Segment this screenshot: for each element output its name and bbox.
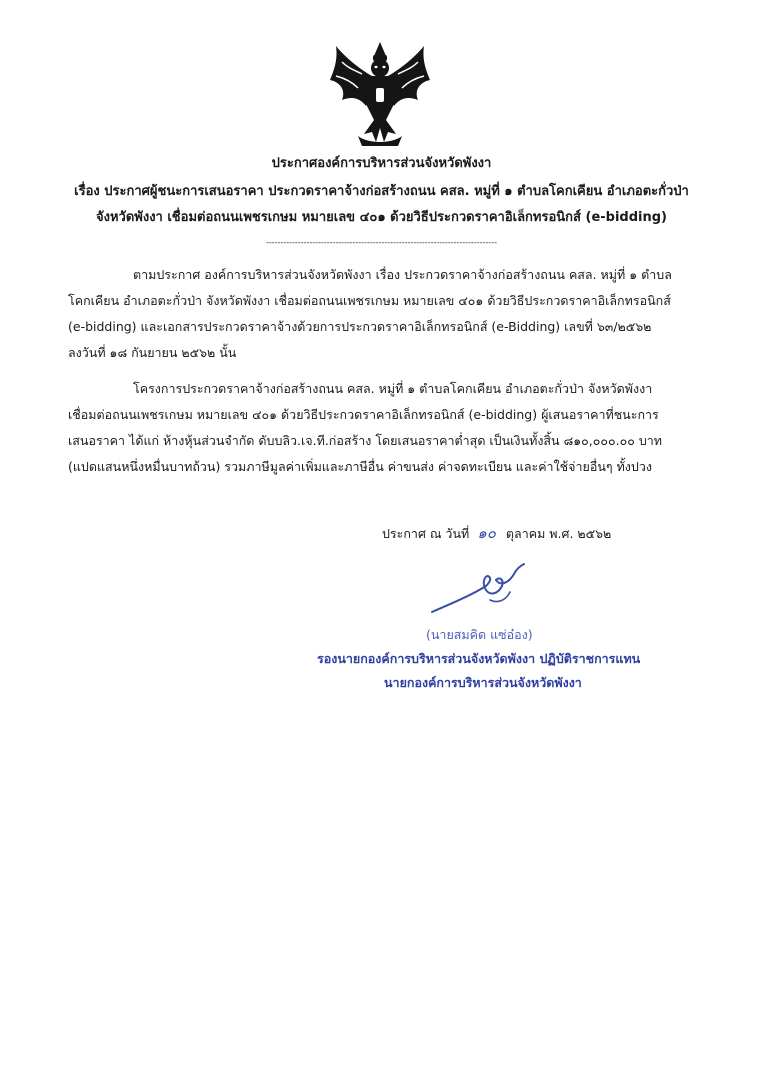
subject-line-2: จังหวัดพังงา เชื่อมต่อถนนเพชรเกษม หมายเลข ๔๐๑ ด้วยวิธีประกวดราคาอิเล็กทรอนิกส์ (e-bidding) [96, 210, 667, 225]
announcement-day: ๑๐ [477, 524, 496, 542]
announcement-month-year: ตุลาคม พ.ศ. ๒๕๖๒ [505, 526, 612, 541]
announcement-date [382, 521, 611, 545]
subject-line-1: เรื่อง ประกาศผู้ชนะการเสนอราคา ประกวดราคาจ้างก่อสร้างถนน คสล. หมู่ที่ ๑ ตำบลโคกเคียน อำเภอตะกั่วป่า [74, 184, 689, 199]
handwritten-signature [430, 560, 540, 620]
garuda-emblem [328, 40, 432, 148]
signer-name: (นายสมคิด แซ่อ๋อง) [426, 627, 533, 642]
paragraph-1-line-1: ตามประกาศ องค์การบริหารส่วนจังหวัดพังงา เรื่อง ประกวดราคาจ้างก่อสร้างถนน คสล. หมู่ที่ ๑ ตำบล [133, 267, 672, 282]
paragraph-1-line-2: โคกเคียน อำเภอตะกั่วป่า จังหวัดพังงา เชื่อมต่อถนนเพชรเกษม หมายเลข ๔๐๑ ด้วยวิธีประกวดราคาอิเล็กทรอนิกส์ [68, 293, 671, 308]
organization-title: ประกาศองค์การบริหารส่วนจังหวัดพังงา [271, 156, 492, 171]
paragraph-2-line-2: เชื่อมต่อถนนเพชรเกษม หมายเลข ๔๐๑ ด้วยวิธีประกวดราคาอิเล็กทรอนิกส์ (e-bidding) ผู้เสนอราคาที่ชนะการ [68, 407, 659, 422]
signer-role-line-1: รองนายกองค์การบริหารส่วนจังหวัดพังงา ปฏิบัติราชการแทน [317, 651, 641, 666]
paragraph-2-line-1: โครงการประกวดราคาจ้างก่อสร้างถนน คสล. หมู่ที่ ๑ ตำบลโคกเคียน อำเภอตะกั่วป่า จังหวัดพังงา [133, 381, 653, 396]
signer-role-line-2: นายกองค์การบริหารส่วนจังหวัดพังงา [384, 675, 582, 690]
paragraph-1-line-4: ลงวันที่ ๑๘ กันยายน ๒๕๖๒ นั้น [68, 345, 237, 360]
paragraph-2-line-3: เสนอราคา ได้แก่ ห้างหุ้นส่วนจำกัด ดับบลิว.เจ.ที.ก่อสร้าง โดยเสนอราคาต่ำสุด เป็นเงินทั้งสิ้น ๘๑๐,๐๐๐.๐๐ บาท [68, 433, 663, 448]
paragraph-2-line-4: (แปดแสนหนึ่งหมื่นบาทถ้วน) รวมภาษีมูลค่าเพิ่มและภาษีอื่น ค่าขนส่ง ค่าจดทะเบียน และค่าใช้จ่ายอื่นๆ ทั้งปวง [68, 459, 652, 474]
divider-line: -------------------------------------------------------------------------------- [266, 238, 497, 247]
announcement-prefix: ประกาศ ณ วันที่ [382, 526, 470, 541]
paragraph-1-line-3: (e-bidding) และเอกสารประกวดราคาจ้างด้วยการประกวดราคาอิเล็กทรอนิกส์ (e-Bidding) เลขที่ ๖๓/๒๕๖๒ [68, 319, 652, 334]
